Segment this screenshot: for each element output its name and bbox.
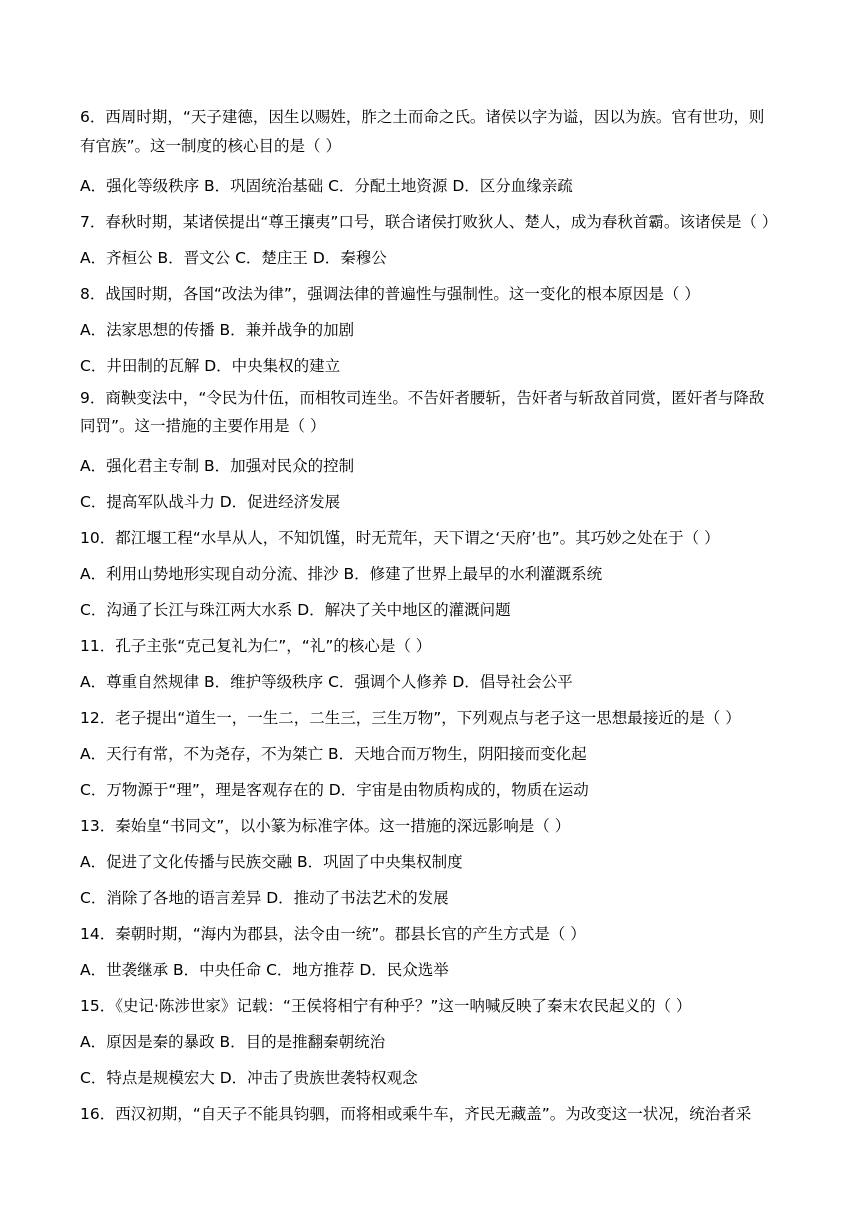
question-7: 7．春秋时期，某诸侯提出“尊王攘夷”口号，联合诸侯打败狄人、楚人，成为春秋首霸。该诸侯是（ ）	[80, 212, 778, 231]
options-line: C．沟通了长江与珠江两大水系 D．解决了关中地区的灌溉问题	[80, 601, 511, 619]
question-12: 12．老子提出“道生一，一生二，二生三，三生万物”，下列观点与老子这一思想最接近的是（ ）	[80, 709, 741, 727]
options-line: A．尊重自然规律 B．维护等级秩序 C．强调个人修养 D．倡导社会公平	[80, 673, 573, 691]
options-line: C．提高军队战斗力 D．促进经济发展	[80, 493, 341, 511]
question-15: 15．《史记·陈涉世家》记载：“王侯将相宁有种乎？”这一呐喊反映了秦末农民起义的（ ）	[80, 997, 692, 1015]
options-line: A．利用山势地形实现自动分流、排沙 B．修建了世界上最早的水利灌溉系统	[80, 565, 603, 583]
options-line: C．万物源于“理”，理是客观存在的 D．宇宙是由物质构成的，物质在运动	[80, 781, 589, 799]
question-text-line: 6．西周时期，“天子建德，因生以赐姓，胙之土而命之氏。诸侯以字为谥，因以为族。官有世功，则	[80, 108, 765, 126]
options-line: A．原因是秦的暴政 B．目的是推翻秦朝统治	[80, 1033, 386, 1051]
question-8: 8．战国时期，各国“改法为律”，强调法律的普遍性与强制性。这一变化的根本原因是（ ）	[80, 284, 700, 303]
question-10: 10．都江堰工程“水旱从人，不知饥馑，时无荒年，天下谓之‘天府’也”。其巧妙之处在于（ ）	[80, 529, 720, 547]
question-9	[80, 384, 806, 441]
options-line: A．强化君主专制 B．加强对民众的控制	[80, 457, 355, 475]
question-13: 13．秦始皇“书同文”，以小篆为标准字体。这一措施的深远影响是（ ）	[80, 817, 571, 835]
options-line: C．特点是规模宏大 D．冲击了贵族世袭特权观念	[80, 1069, 418, 1087]
question-text-line: 同罚”。这一措施的主要作用是（ ）	[80, 417, 326, 435]
question-text-line: 有官族”。这一制度的核心目的是（ ）	[80, 136, 341, 155]
question-text-line: 9．商鞅变法中，“令民为什伍，而相牧司连坐。不告奸者腰斩，告奸者与斩敌首同赏，匿奸者与降敌	[80, 388, 765, 407]
options-line: C．井田制的瓦解 D．中央集权的建立	[80, 356, 341, 375]
question-11: 11．孔子主张“克己复礼为仁”，“礼”的核心是（ ）	[80, 637, 432, 655]
options-line: A．齐桓公 B．晋文公 C．楚庄王 D．秦穆公	[80, 248, 387, 267]
options-line: A．世袭继承 B．中央任命 C．地方推荐 D．民众选举	[80, 961, 449, 979]
question-6	[80, 103, 806, 160]
question-16: 16．西汉初期，“自天子不能具钧驷，而将相或乘牛车，齐民无藏盖”。为改变这一状况，统治者采	[80, 1105, 752, 1123]
options-line: C．消除了各地的语言差异 D．推动了书法艺术的发展	[80, 889, 449, 907]
options-line: A．强化等级秩序 B．巩固统治基础 C．分配土地资源 D．区分血缘亲疏	[80, 176, 573, 195]
options-line: A．促进了文化传播与民族交融 B．巩固了中央集权制度	[80, 853, 463, 871]
options-line: A．天行有常，不为尧存，不为桀亡 B．天地合而万物生，阴阳接而变化起	[80, 745, 587, 763]
question-14: 14．秦朝时期，“海内为郡县，法令由一统”。郡县长官的产生方式是（ ）	[80, 925, 586, 943]
options-line: A．法家思想的传播 B．兼并战争的加剧	[80, 320, 355, 339]
